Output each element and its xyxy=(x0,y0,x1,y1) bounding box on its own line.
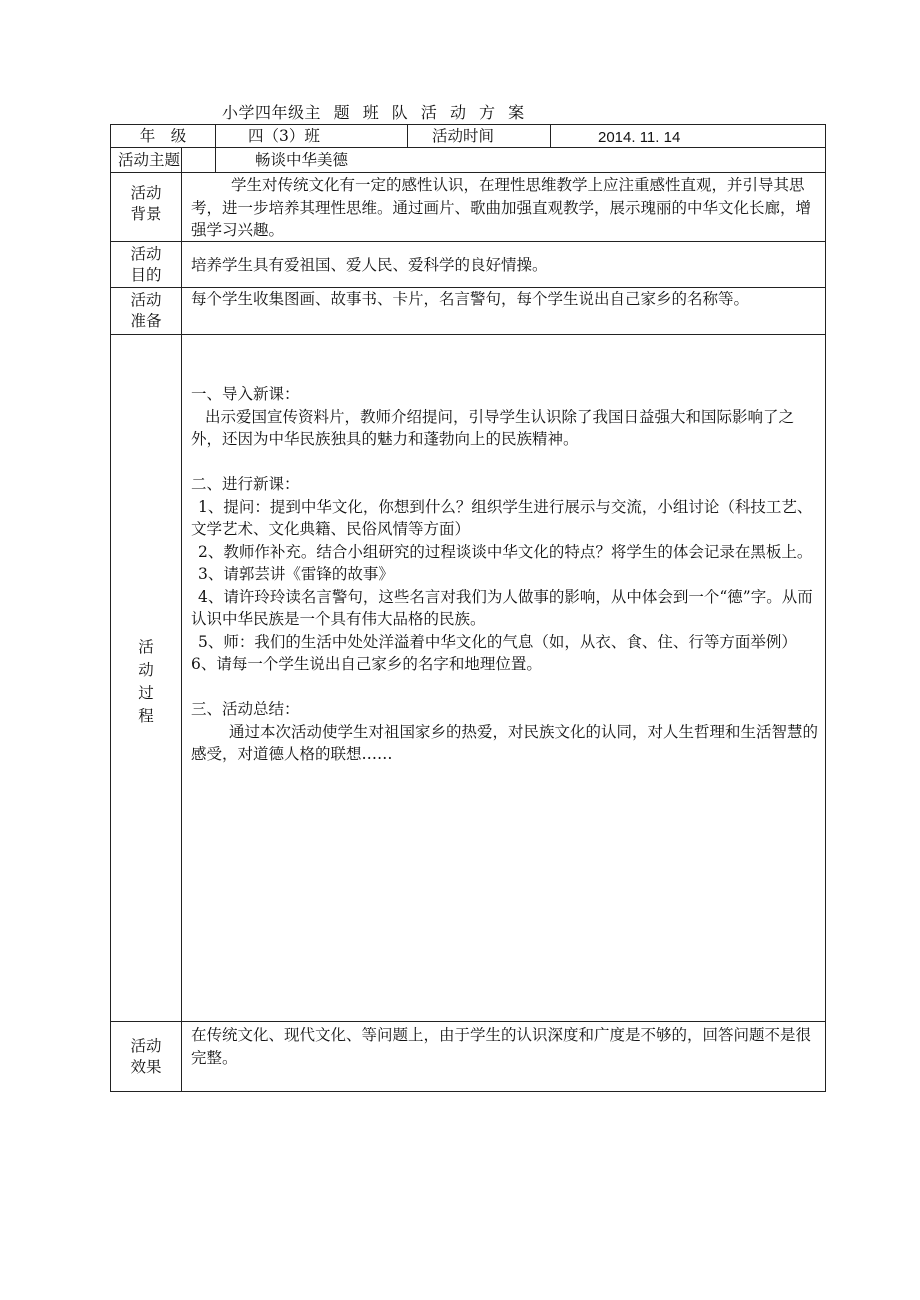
title-prefix: 小学四年级 xyxy=(222,103,305,122)
section2-item: 4、请许玲玲读名言警句，这些名言对我们为人做事的影响，从中体会到一个“德”字。从而认识中华民族是一个具有伟大品格的民族。 xyxy=(191,587,813,628)
process-label xyxy=(111,636,181,728)
background-label xyxy=(111,183,181,225)
goal-label-line2: 目的 xyxy=(130,266,162,284)
theme-label: 活动主题 xyxy=(118,151,181,169)
background-text: 学生对传统文化有一定的感性认识，在理性思维教学上应注重感性直观，并引导其思考，进一步培养其理性思维。通过画片、歌曲加强直观教学，展示瑰丽的中华文化长廊，增强学习兴趣。 xyxy=(191,176,812,239)
effect-label-line2: 效果 xyxy=(130,1058,162,1076)
section1-text: 出示爱国宣传资料片，教师介绍提问，引导学生认识除了我国日益强大和国际影响了之外，还因为中华民族独具的魅力和蓬勃向上的民族精神。 xyxy=(191,407,795,448)
column-divider xyxy=(407,124,408,148)
effect-text: 在传统文化、现代文化、等问题上，由于学生的认识深度和广度是不够的，回答问题不是很完整。 xyxy=(191,1026,812,1067)
prep-label xyxy=(111,290,181,332)
effect-label-line1: 活动 xyxy=(130,1037,162,1055)
goal-label xyxy=(111,244,181,286)
row-divider xyxy=(110,172,826,173)
goal-text: 培养学生具有爱祖国、爱人民、爱科学的良好情操。 xyxy=(191,256,548,274)
grade-label: 年 级 xyxy=(139,127,187,145)
theme-value: 畅谈中华美德 xyxy=(255,151,349,169)
spacer xyxy=(191,451,821,474)
section3-text: 通过本次活动使学生对祖国家乡的热爱，对民族文化的认同，对人生哲理和生活智慧的感受，对道德人格的联想…… xyxy=(191,722,819,763)
prep-label-line1: 活动 xyxy=(130,291,162,309)
row-divider xyxy=(110,1021,826,1022)
section3-title: 三、活动总结： xyxy=(191,700,300,718)
section2-item: 5、师：我们的生活中处处洋溢着中华文化的气息（如，从衣、食、住、行等方面举例）6、请每一个学生说出自己家乡的名字和地理位置。 xyxy=(191,632,797,673)
section1-title: 一、导入新课： xyxy=(191,385,300,403)
process-label-char2: 动 xyxy=(138,661,154,679)
background-label-line2: 背景 xyxy=(130,205,162,223)
effect-label xyxy=(111,1036,181,1078)
section2-item: 2、教师作补充。结合小组研究的过程谈谈中华文化的特点？将学生的体会记录在黑板上。 xyxy=(198,542,813,561)
page-title xyxy=(222,100,528,123)
spacer xyxy=(191,676,821,699)
grade-value: 四（3）班 xyxy=(248,127,320,145)
row-divider xyxy=(110,334,826,335)
process-label-char3: 过 xyxy=(138,684,154,702)
section2-title: 二、进行新课： xyxy=(191,475,300,493)
background-label-line1: 活动 xyxy=(130,184,162,202)
process-label-char4: 程 xyxy=(138,707,154,725)
section2-item: 1、提问：提到中华文化，你想到什么？组织学生进行展示与交流，小组讨论（科技工艺、文学艺术、文化典籍、民俗风情等方面） xyxy=(191,497,813,538)
time-label: 活动时间 xyxy=(432,127,495,145)
column-divider xyxy=(550,124,551,148)
column-divider xyxy=(215,124,216,148)
section2-item: 3、请郭芸讲《雷锋的故事》 xyxy=(198,565,394,583)
goal-label-line1: 活动 xyxy=(130,245,162,263)
time-value: 2014. 11. 14 xyxy=(598,129,681,146)
prep-label-line2: 准备 xyxy=(130,312,162,330)
process-content xyxy=(191,383,821,766)
prep-text: 每个学生收集图画、故事书、卡片，名言警句，每个学生说出自己家乡的名称等。 xyxy=(191,290,750,308)
column-divider xyxy=(215,147,216,173)
column-divider xyxy=(181,147,182,1092)
process-label-char1: 活 xyxy=(138,638,154,656)
title-rest: 主 题 班 队 活 动 方 案 xyxy=(304,103,529,122)
